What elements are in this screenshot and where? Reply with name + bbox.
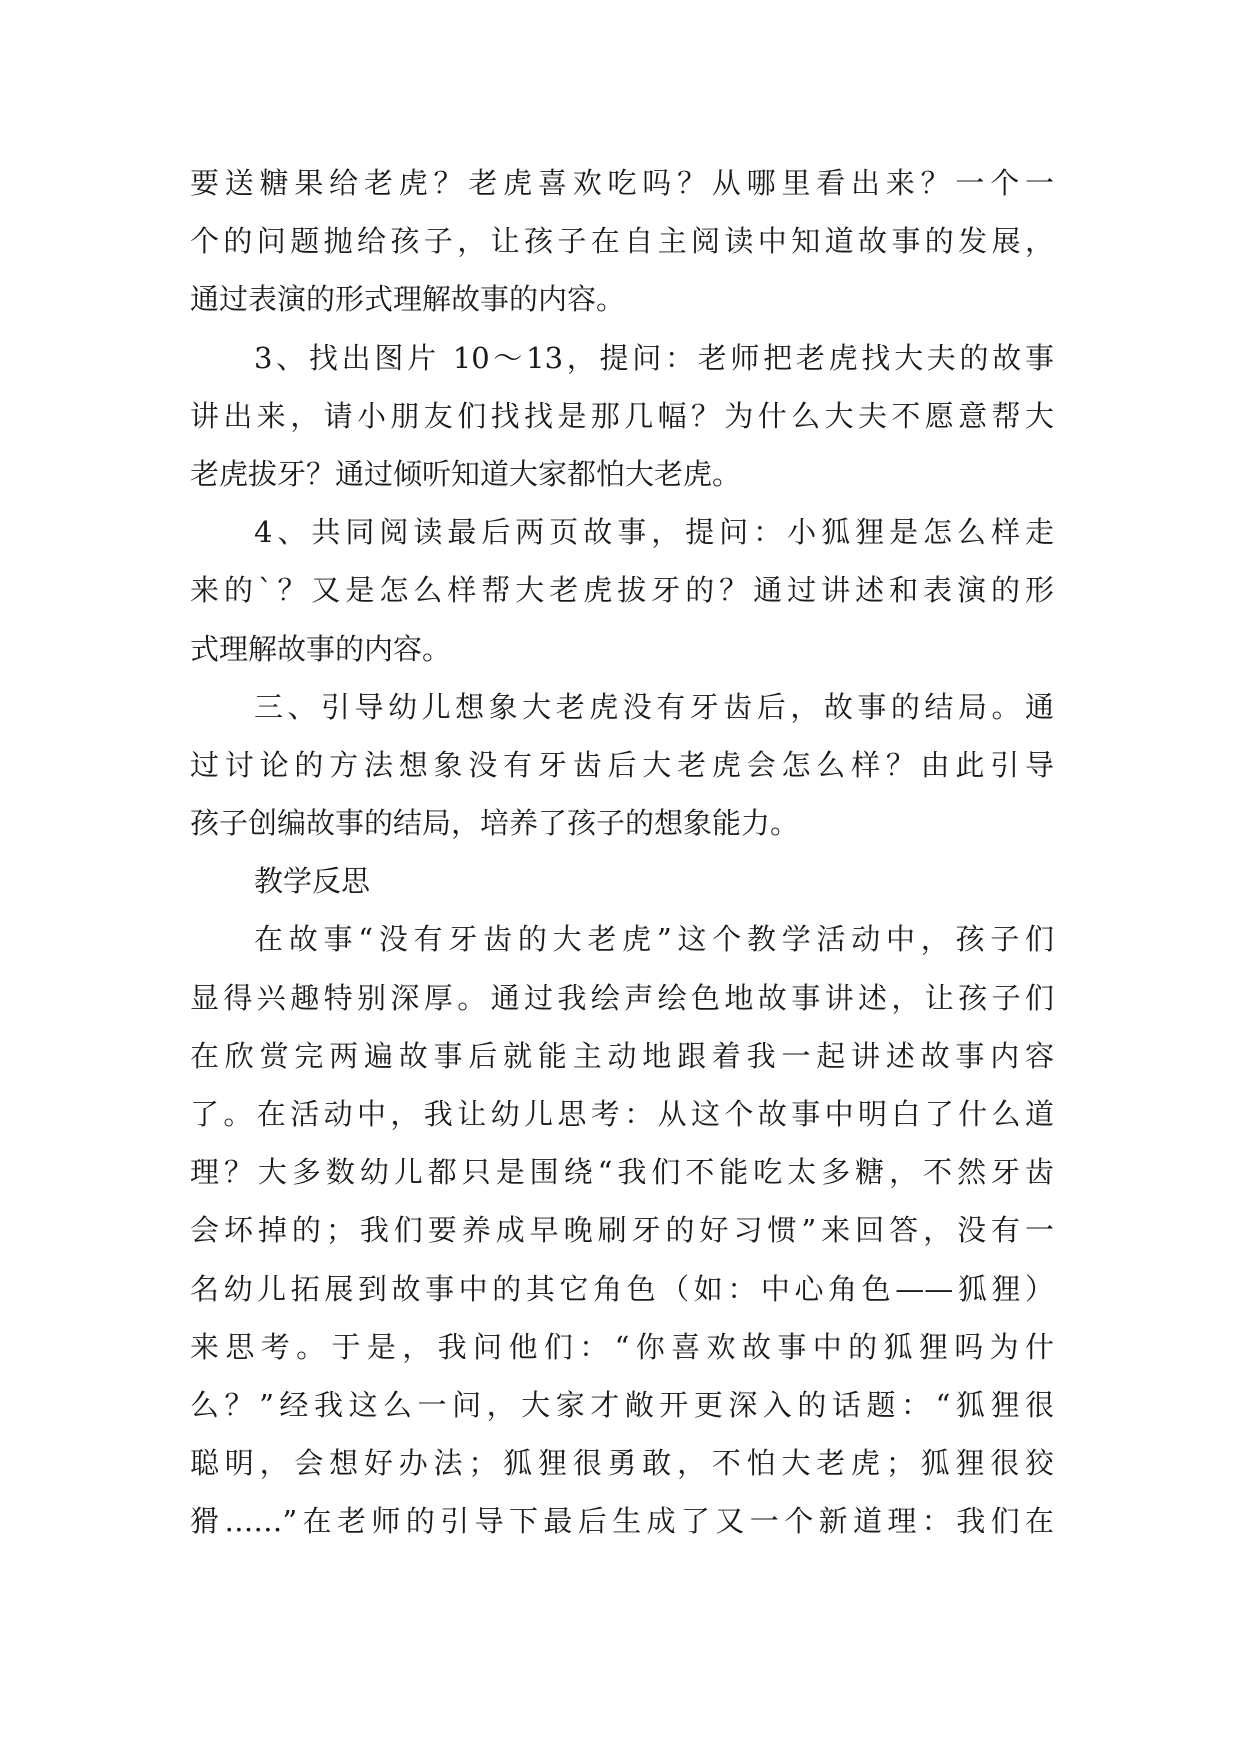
document-body [190,154,1054,1551]
text-line: 个的问题抛给孩子，让孩子在自主阅读中知道故事的发展， [190,224,1054,259]
text-line: 通过表演的形式理解故事的内容。 [190,282,626,317]
text-line: 显得兴趣特别深厚。通过我绘声绘色地故事讲述，让孩子们 [190,980,1054,1015]
text-line: 在欣赏完两遍故事后就能主动地跟着我一起讲述故事内容 [190,1038,1054,1073]
text-line: 教学反思 [254,864,371,899]
text-line: 4、共同阅读最后两页故事，提问：小狐狸是怎么样走 [254,515,1054,550]
text-line: 来思考。于是，我问他们：“你喜欢故事中的狐狸吗为什 [190,1329,1054,1364]
text-line: 猾……”在老师的引导下最后生成了又一个新道理：我们在 [190,1504,1054,1539]
text-line: 老虎拔牙？通过倾听知道大家都怕大老虎。 [190,456,742,491]
text-line: 来的`？又是怎么样帮大老虎拔牙的？通过讲述和表演的形 [190,573,1054,608]
text-line: 三、引导幼儿想象大老虎没有牙齿后，故事的结局。通 [254,689,1054,724]
text-line: 过讨论的方法想象没有牙齿后大老虎会怎么样？由此引导 [190,747,1054,782]
text-line: 聪明，会想好办法；狐狸很勇敢，不怕大老虎；狐狸很狡 [190,1446,1054,1481]
text-line: 讲出来，请小朋友们找找是那几幅？为什么大夫不愿意帮大 [190,398,1054,433]
text-line: 名幼儿拓展到故事中的其它角色（如：中心角色——狐狸） [190,1271,1054,1306]
text-line: 在故事“没有牙齿的大老虎”这个教学活动中，孩子们 [254,922,1054,957]
text-line: 孩子创编故事的结局，培养了孩子的想象能力。 [190,806,800,841]
text-line: 么？”经我这么一问，大家才敞开更深入的话题：“狐狸很 [190,1387,1054,1422]
text-line: 要送糖果给老虎？老虎喜欢吃吗？从哪里看出来？一个一 [190,166,1054,200]
text-line: 3、找出图片 10～13，提问：老师把老虎找大夫的故事 [254,340,1054,375]
text-line: 了。在活动中，我让幼儿思考：从这个故事中明白了什么道 [190,1097,1054,1131]
text-line: 式理解故事的内容。 [190,631,452,666]
text-line: 会坏掉的；我们要养成早晚刷牙的好习惯”来回答，没有一 [190,1213,1054,1248]
text-line: 理？大多数幼儿都只是围绕“我们不能吃太多糖，不然牙齿 [190,1155,1054,1190]
